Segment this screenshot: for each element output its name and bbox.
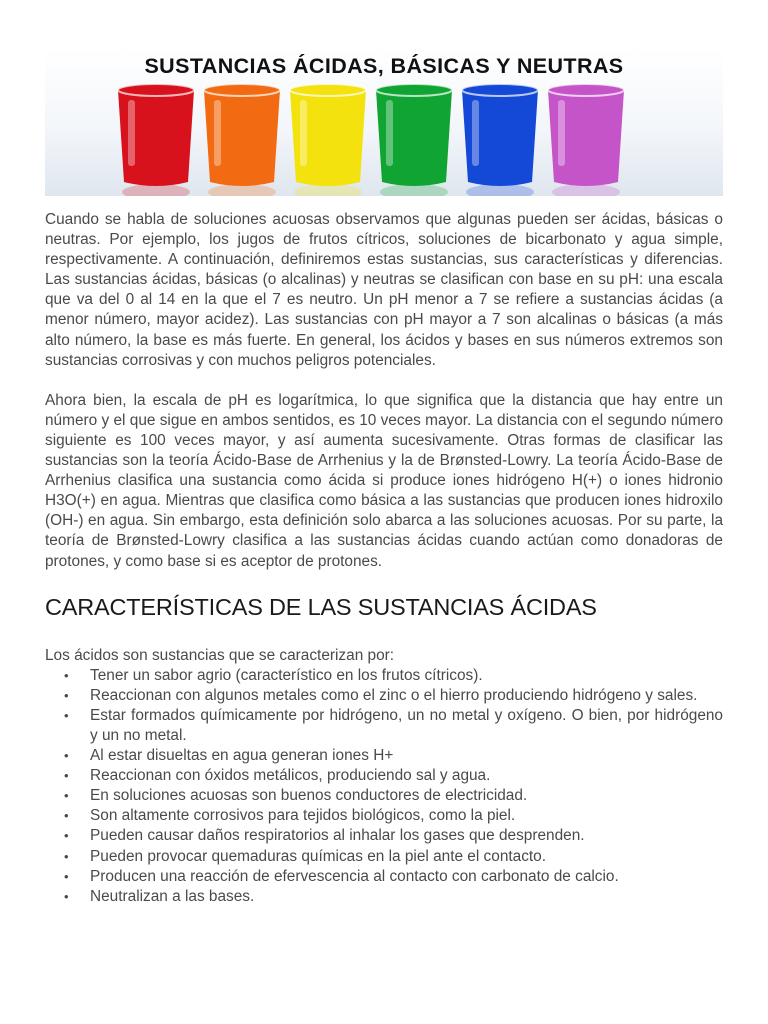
list-item-text: Tener un sabor agrio (característico en los frutos cítricos). — [90, 666, 483, 684]
list-item-text: En soluciones acuosas son buenos conductores de electricidad. — [90, 787, 528, 805]
bullet-icon: • — [64, 687, 69, 703]
paragraph-intro: Cuando se habla de soluciones acuosas observamos que algunas pueden ser ácidas, básicas o neutras. Por ejemplo, los jugos de frutos cítricos, soluciones de bicarbonato y agua simple, respectivamente. A continuación, definiremos estas sustancias, sus características y diferencias. Las sustancias ácidas, básicas (o alcalinas) y neutras se clasifican con base en su pH: una escala que va del 0 al 14 en la que el 7 es neutro. Un pH menor a 7 se refiere a sustancias ácidas (a menor número, mayor acidez). Las sustancias con pH mayor a 7 son alcalinas o básicas (a más alto número, la base es más fuerte. En general, los ácidos y bases en sus números extremos son sustancias corrosivas y con muchos peligros potenciales. — [45, 211, 723, 369]
list-item-text: Producen una reacción de efervescencia al contacto con carbonato de calcio. — [90, 867, 619, 885]
list-item-text: Pueden provocar quemaduras químicas en la piel ante el contacto. — [90, 847, 547, 865]
banner-title: SUSTANCIAS ÁCIDAS, BÁSICAS Y NEUTRAS — [144, 54, 624, 78]
list-item — [45, 706, 723, 746]
list-item — [45, 847, 723, 867]
glass-2 — [204, 84, 280, 196]
list-item — [45, 666, 723, 686]
glass-4 — [376, 84, 452, 196]
bullet-icon: • — [64, 888, 69, 904]
list-item — [45, 887, 723, 907]
list-item-text: Reaccionan con óxidos metálicos, produciendo sal y agua. — [90, 767, 491, 785]
list-item — [45, 686, 723, 706]
glass-6 — [548, 84, 624, 196]
list-item-text: Reaccionan con algunos metales como el zinc o el hierro produciendo hidrógeno y sales. — [90, 686, 698, 704]
paragraph-ph-scale: Ahora bien, la escala de pH es logarítmica, lo que significa que la distancia que hay entre un número y el que sigue en ambos sentidos, es 10 veces mayor. La distancia con el segundo número siguiente es 100 veces mayor, y así aumenta sucesivamente. Otras formas de clasificar las sustancias son la teoría Ácido-Base de Arrhenius y la de Brønsted-Lowry. La teoría Ácido-Base de Arrhenius clasifica una sustancia como ácida si produce iones hidrógeno H(+) o iones hidronio H3O(+) en agua. Mientras que clasifica como básica a las sustancias que producen iones hidroxilo (OH-) en agua. Sin embargo, esta definición solo abarca a las soluciones acuosas. Por su parte, la teoría de Brønsted-Lowry clasifica a las sustancias ácidas cuando actúan como donadoras de protones, y como base si es aceptor de protones. — [45, 391, 723, 570]
glass-5 — [462, 84, 538, 196]
list-item-text: Neutralizan a las bases. — [90, 887, 255, 905]
glass-3 — [290, 84, 366, 196]
article-body — [45, 210, 723, 907]
bullet-icon: • — [64, 667, 69, 683]
list-item — [45, 826, 723, 846]
glass-1 — [118, 84, 194, 196]
list-item — [45, 867, 723, 887]
list-item — [45, 766, 723, 786]
bullet-icon: • — [64, 788, 69, 804]
bullet-icon: • — [64, 707, 69, 723]
list-item-text: Pueden causar daños respiratorios al inhalar los gases que desprenden. — [90, 827, 585, 845]
list-item-text: Al estar disueltas en agua generan iones H+ — [90, 747, 394, 765]
bullet-icon: • — [64, 848, 69, 864]
list-item — [45, 746, 723, 766]
section-heading: CARACTERÍSTICAS DE LAS SUSTANCIAS ÁCIDAS — [45, 593, 597, 620]
header-banner — [45, 48, 723, 196]
bullet-icon: • — [64, 828, 69, 844]
bullet-icon: • — [64, 868, 69, 884]
section-intro: Los ácidos son sustancias que se caracterizan por: — [45, 646, 395, 664]
list-item — [45, 786, 723, 806]
list-item-text: Estar formados químicamente por hidrógeno, un no metal y oxígeno. O bien, por hidrógeno y un no metal. — [90, 706, 723, 744]
list-item-text: Son altamente corrosivos para tejidos biológicos, como la piel. — [90, 807, 516, 825]
bullet-icon: • — [64, 768, 69, 784]
characteristics-list — [45, 666, 723, 907]
bullet-icon: • — [64, 748, 69, 764]
bullet-icon: • — [64, 808, 69, 824]
list-item — [45, 806, 723, 826]
